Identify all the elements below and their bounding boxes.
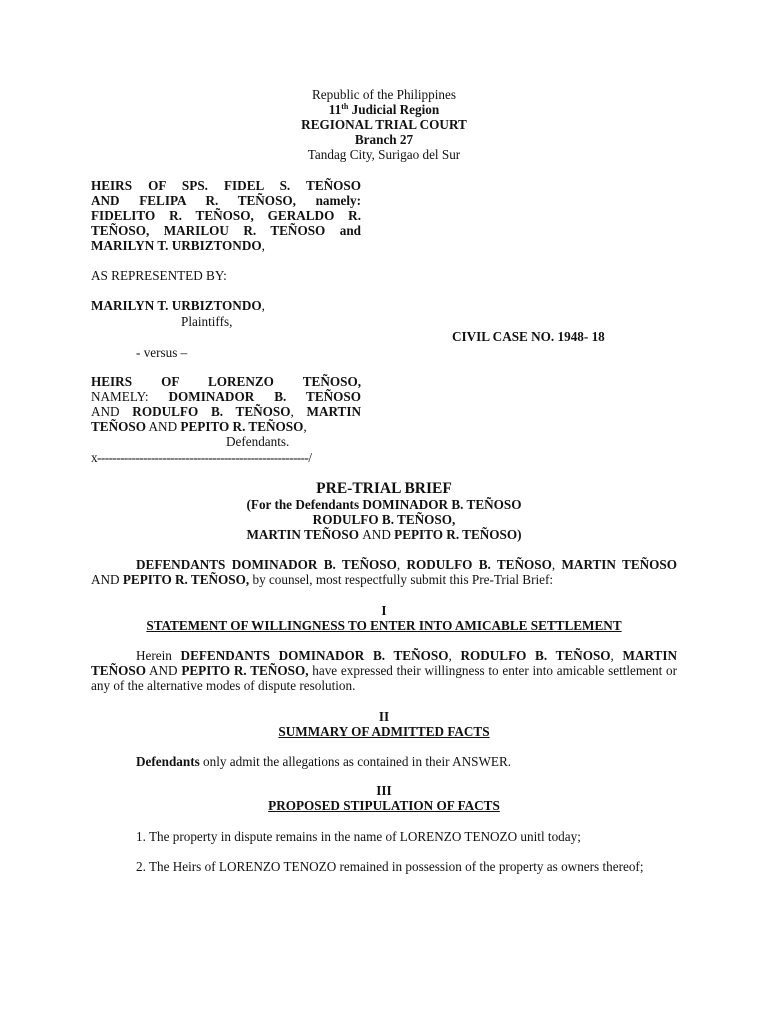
defendants-line-4: TEÑOSO AND PEPITO R. TEÑOSO, [91, 419, 307, 434]
plaintiffs-line-2: AND FELIPA R. TEÑOSO, namely: [91, 193, 361, 208]
section-3-number: III [376, 783, 392, 798]
represented-by-label: AS REPRESENTED BY: [91, 268, 227, 283]
republic-line: Republic of the Philippines [312, 87, 456, 102]
brief-subtitle-2: RODULFO B. TEÑOSO, [312, 512, 456, 527]
court-header [230, 87, 538, 162]
section-1-paragraph: Herein DEFENDANTS DOMINADOR B. TEÑOSO, RODULFO B. TEÑOSO, MARTIN TEÑOSO AND PEPITO R. TEÑOSO, have expressed their willingness to enter into amicable settlement or any of the alternative modes of dispute resolution. [91, 648, 678, 693]
defendants-role: Defendants. [226, 434, 290, 449]
plaintiffs-role: Plaintiffs, [181, 314, 233, 329]
judicial-region-line: 11th Judicial Region [328, 102, 440, 117]
defendants-line-1: HEIRS OF LORENZO TEÑOSO, [91, 374, 361, 389]
intro-paragraph: DEFENDANTS DOMINADOR B. TEÑOSO, RODULFO B. TEÑOSO, MARTIN TEÑOSO AND PEPITO R. TEÑOSO, by counsel, most respectfully submit this Pre-Trial Brief: [91, 557, 677, 587]
representative-name: MARILYN T. URBIZTONDO, [91, 298, 265, 313]
section-2-heading: SUMMARY OF ADMITTED FACTS [278, 724, 490, 739]
court-location: Tandag City, Surigao del Sur [307, 147, 461, 162]
court-name: REGIONAL TRIAL COURT [301, 117, 467, 132]
versus-label: - versus – [136, 345, 188, 360]
section-2-number: II [378, 709, 390, 724]
brief-title: PRE-TRIAL BRIEF [316, 480, 452, 497]
defendants-line-3: AND RODULFO B. TEÑOSO, MARTIN [91, 404, 361, 419]
caption-separator: x-------------------------------------------------------/ [91, 450, 312, 465]
stipulation-item-2: 2. The Heirs of LORENZO TENOZO remained in possession of the property as owners thereof; [136, 859, 644, 874]
brief-subtitle-1: (For the Defendants DOMINADOR B. TEÑOSO [246, 497, 522, 512]
plaintiffs-line-1: HEIRS OF SPS. FIDEL S. TEÑOSO [91, 178, 361, 193]
defendants-line-2: NAMELY: DOMINADOR B. TEÑOSO [91, 389, 361, 404]
section-1-number: I [381, 603, 387, 618]
brief-subtitle-3: MARTIN TEÑOSO AND PEPITO R. TEÑOSO) [246, 527, 522, 542]
plaintiffs-line-5: MARILYN T. URBIZTONDO, [91, 238, 265, 253]
plaintiffs-line-4: TEÑOSO, MARILOU R. TEÑOSO and [91, 223, 361, 238]
plaintiffs-caption [91, 178, 361, 253]
stipulation-item-1: 1. The property in dispute remains in the name of LORENZO TENOZO unitl today; [136, 829, 581, 844]
civil-case-number: CIVIL CASE NO. 1948- 18 [452, 329, 605, 344]
section-3-heading: PROPOSED STIPULATION OF FACTS [268, 798, 500, 813]
defendants-caption [91, 374, 361, 434]
brief-title-block [150, 480, 618, 542]
branch-line: Branch 27 [354, 132, 414, 147]
section-2-paragraph: Defendants only admit the allegations as contained in their ANSWER. [136, 754, 512, 769]
plaintiffs-line-3: FIDELITO R. TEÑOSO, GERALDO R. [91, 208, 361, 223]
section-1-heading: STATEMENT OF WILLINGNESS TO ENTER INTO AMICABLE SETTLEMENT [146, 618, 622, 633]
